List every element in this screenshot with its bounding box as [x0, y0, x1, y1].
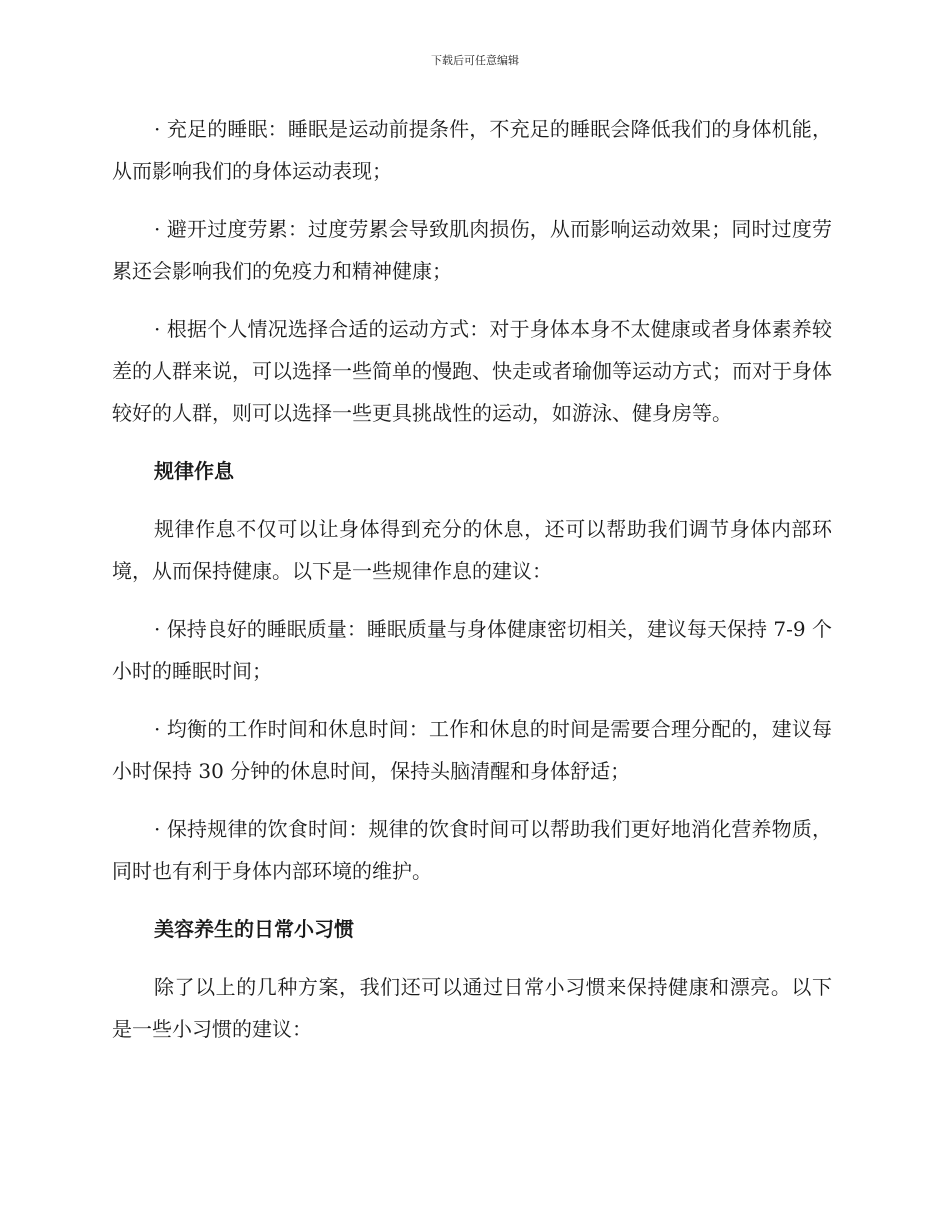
section-intro-routine: 规律作息不仅可以让身体得到充分的休息，还可以帮助我们调节身体内部环境，从而保持健康。以下是一些规律作息的建议： — [112, 517, 832, 583]
bullet-sleep: · 充足的睡眠：睡眠是运动前提条件，不充足的睡眠会降低我们的身体机能，从而影响我们的身体运动表现； — [112, 117, 832, 183]
section-heading-habits: 美容养生的日常小习惯 — [154, 917, 354, 941]
bullet-sleep-quality: · 保持良好的睡眠质量：睡眠质量与身体健康密切相关，建议每天保持 7-9 个小时的睡眠时间； — [112, 617, 832, 683]
document-body — [112, 108, 832, 1066]
bullet-work-rest-balance: · 均衡的工作时间和休息时间：工作和休息的时间是需要合理分配的，建议每小时保持 30 分钟的休息时间，保持头脑清醒和身体舒适； — [112, 717, 832, 783]
page-header: 下载后可任意编辑 — [431, 54, 519, 67]
section-intro-habits: 除了以上的几种方案，我们还可以通过日常小习惯来保持健康和漂亮。以下是一些小习惯的建议： — [112, 975, 832, 1041]
bullet-exercise-choice: · 根据个人情况选择合适的运动方式：对于身体本身不太健康或者身体素养较差的人群来说，可以选择一些简单的慢跑、快走或者瑜伽等运动方式；而对于身体较好的人群，则可以选择一些更具挑战性的运动，如游泳、健身房等。 — [112, 317, 832, 425]
section-heading-routine: 规律作息 — [154, 459, 234, 483]
bullet-avoid-fatigue: · 避开过度劳累：过度劳累会导致肌肉损伤，从而影响运动效果；同时过度劳累还会影响我们的免疫力和精神健康； — [112, 217, 832, 283]
bullet-meal-times: · 保持规律的饮食时间：规律的饮食时间可以帮助我们更好地消化营养物质，同时也有利于身体内部环境的维护。 — [112, 817, 832, 883]
